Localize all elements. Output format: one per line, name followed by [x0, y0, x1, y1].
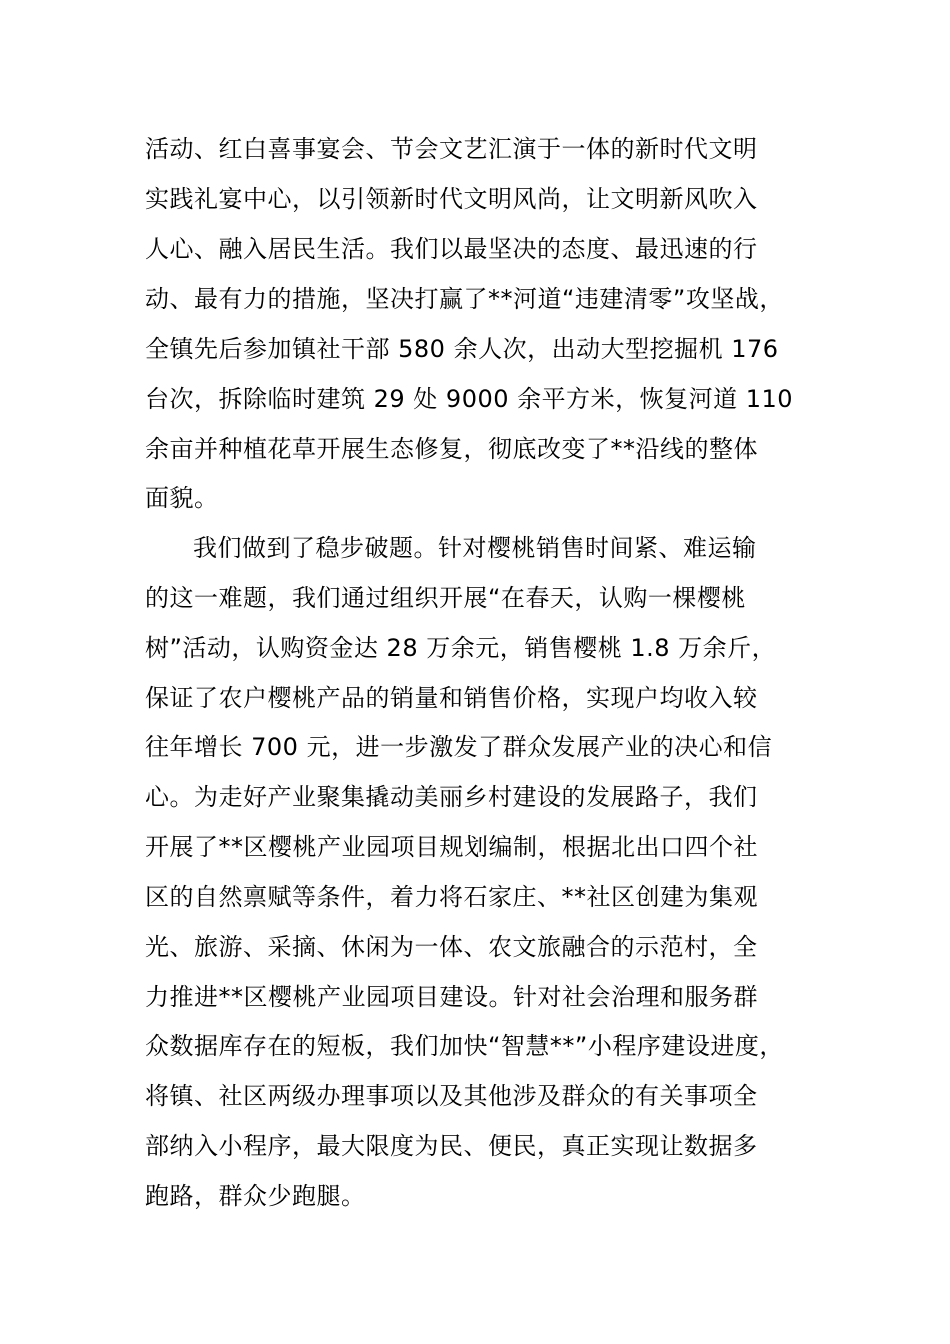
text-line: 众数据库存在的短板，我们加快“智慧**”小程序建设进度， — [145, 1032, 784, 1060]
text-line: 的这一难题，我们通过组织开展“在春天，认购一棵樱桃 — [145, 584, 746, 612]
paragraph-first-line: 我们做到了稳步破题。针对樱桃销售时间紧、难运输 — [193, 534, 757, 562]
text-line: 部纳入小程序，最大限度为民、便民，真正实现让数据多 — [145, 1132, 758, 1160]
text-line: 余亩并种植花草开展生态修复，彻底改变了**沿线的整体 — [145, 435, 758, 463]
text-line: 光、旅游、采摘、休闲为一体、农文旅融合的示范村，全 — [145, 933, 758, 961]
text-line: 开展了**区樱桃产业园项目规划编制，根据北出口四个社 — [145, 833, 758, 861]
text-line: 往年增长 700 元，进一步激发了群众发展产业的决心和信 — [145, 733, 773, 761]
text-line: 力推进**区樱桃产业园项目建设。针对社会治理和服务群 — [145, 983, 758, 1011]
text-line: 实践礼宴中心，以引领新时代文明风尚，让文明新风吹入 — [145, 185, 758, 213]
text-line: 动、最有力的措施，坚决打赢了**河道“违建清零”攻坚战， — [145, 285, 784, 313]
text-line: 活动、红白喜事宴会、节会文艺汇演于一体的新时代文明 — [145, 135, 758, 163]
text-line: 跑路，群众少跑腿。 — [145, 1182, 366, 1210]
text-line: 树”活动，认购资金达 28 万余元，销售樱桃 1.8 万余斤， — [145, 634, 777, 662]
text-line: 台次，拆除临时建筑 29 处 9000 余平方米，恢复河道 110 — [145, 385, 794, 413]
text-line: 将镇、社区两级办理事项以及其他涉及群众的有关事项全 — [145, 1082, 758, 1110]
text-line: 保证了农户樱桃产品的销量和销售价格，实现户均收入较 — [145, 684, 758, 712]
text-line: 面貌。 — [145, 484, 219, 512]
text-line: 全镇先后参加镇社干部 580 余人次，出动大型挖掘机 176 — [145, 335, 779, 363]
text-line: 区的自然禀赋等条件，着力将石家庄、**社区创建为集观 — [145, 883, 758, 911]
text-line: 心。为走好产业聚集撬动美丽乡村建设的发展路子，我们 — [145, 783, 758, 811]
text-line: 人心、融入居民生活。我们以最坚决的态度、最迅速的行 — [145, 235, 758, 263]
